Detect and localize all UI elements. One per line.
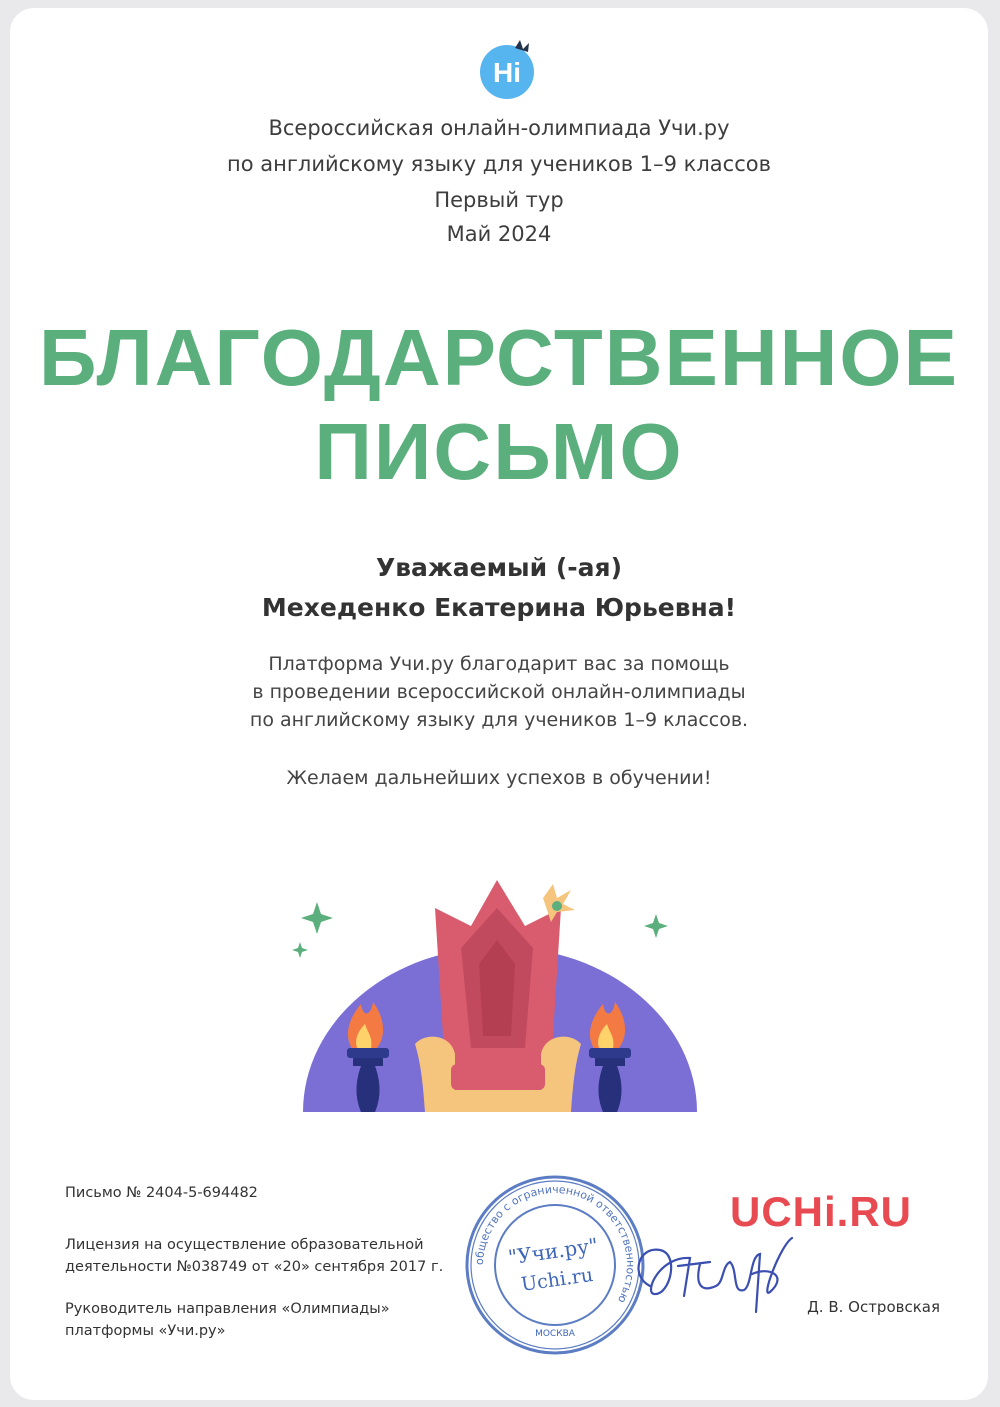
letter-number: Письмо № 2404-5-694482 (65, 1185, 258, 1201)
olympiad-date: Май 2024 (446, 222, 552, 246)
uchi-ru-brand-logo: UCHi.RU (730, 1188, 912, 1235)
olympiad-round: Первый тур (434, 188, 564, 212)
head-title-line2: платформы «Учи.ру» (65, 1323, 226, 1339)
throne-illustration (275, 868, 725, 1128)
logo-text: Hi (493, 57, 521, 88)
stamp-text-en: Uchi.ru (519, 1263, 595, 1296)
stamp-text-ru: "Учи.ру" (506, 1232, 600, 1270)
sparkle-icon (301, 902, 333, 934)
sparkle-icon (644, 914, 668, 938)
recipient-name: Мехеденко Екатерина Юрьевна! (261, 593, 737, 622)
head-title-line1: Руководитель направления «Олимпиады» (65, 1301, 390, 1317)
document-title-line1: БЛАГОДАРСТВЕННОЕ (39, 313, 959, 402)
signer-name: Д. В. Островская (807, 1298, 940, 1316)
document-title-line2: ПИСЬМО (314, 407, 684, 496)
greeting-salutation: Уважаемый (-ая) (375, 553, 623, 582)
uchi-hi-logo-icon (475, 38, 539, 102)
message-line2: в проведении всероссийской онлайн-олимпиады (252, 681, 746, 703)
license-line2: деятельности №038749 от «20» сентября 2017 г. (65, 1259, 444, 1275)
message-line1: Платформа Учи.ру благодарит вас за помощь (268, 653, 730, 675)
stamp-ring-text: общество с ограниченной ответственностью (472, 1182, 638, 1306)
sparkle-icon (292, 942, 308, 958)
license-line1: Лицензия на осуществление образовательной (65, 1237, 424, 1253)
certificate-page (10, 8, 988, 1400)
message-wish: Желаем дальнейших успехов в обучении! (286, 767, 712, 789)
olympiad-subject: по английскому языку для учеников 1–9 классов (227, 152, 771, 176)
message-line3: по английскому языку для учеников 1–9 классов. (249, 709, 749, 731)
stamp-city: МОСКВА (535, 1329, 575, 1339)
olympiad-name: Всероссийская онлайн-олимпиада Учи.ру (268, 116, 730, 140)
